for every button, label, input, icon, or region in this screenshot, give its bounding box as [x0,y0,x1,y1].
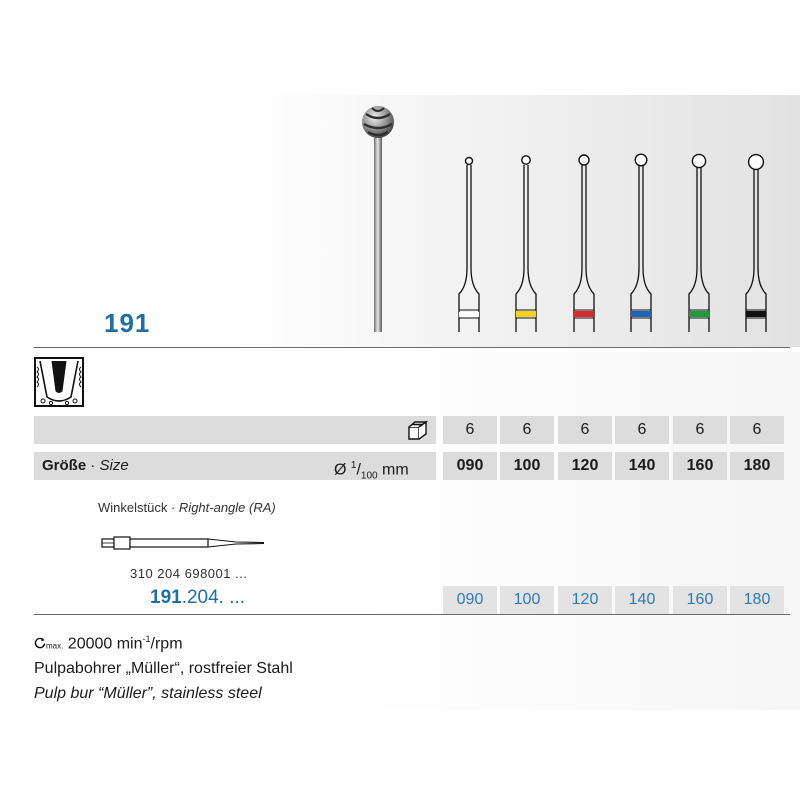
pack-quantity-cell: 6 [730,416,784,444]
shank-label-en: Right-angle (RA) [178,500,276,515]
shank-type-label [98,500,276,515]
size-cell: 140 [615,452,669,480]
order-size-cell: 120 [558,586,612,614]
pack-quantity-cell: 6 [615,416,669,444]
order-number-prefix [150,587,245,609]
pack-quantity-cell: 6 [558,416,612,444]
size-cell: 160 [673,452,727,480]
unit-mm: mm [377,461,409,479]
speed-exponent: -1 [142,634,151,644]
shank-label-de: Winkelstück [98,500,168,515]
size-cell: 120 [558,452,612,480]
speed-unit: /rpm [150,635,183,653]
size-label-de: Größe [42,457,87,474]
bottom-divider [34,614,790,615]
right-angle-shank-icon [100,533,270,557]
color-band-160 [689,311,709,317]
top-divider [34,347,790,348]
instrument-size-180-drawing [746,155,766,332]
color-band-140 [631,311,651,317]
order-size-cell: 090 [443,586,497,614]
unit-slash: / [356,461,361,479]
reference-code: 310 204 698001 ... [130,566,248,581]
instrument-size-160-drawing [689,154,709,332]
order-size-cell: 180 [730,586,784,614]
size-label-en: Size [99,457,129,474]
package-box-icon [406,419,430,441]
size-label-separator: · [86,457,100,474]
size-cell: 090 [443,452,497,480]
size-label [42,456,129,476]
speed-value: 20000 min [63,635,143,653]
color-band-180 [746,311,766,317]
order-size-cell: 140 [615,586,669,614]
order-prefix-rest: .204. ... [181,587,246,608]
instrument-size-120-drawing [574,155,594,332]
color-band-100 [516,311,536,317]
bur-photo [350,100,410,340]
max-speed [34,634,183,653]
unit-denominator: 100 [360,470,378,482]
order-size-cell: 100 [500,586,554,614]
size-unit [334,455,409,488]
instrument-size-140-drawing [631,154,651,332]
tooth-application-icon [34,357,84,407]
size-cell: 100 [500,452,554,480]
pack-quantity-bar [34,416,436,444]
description-en: Pulp bur “Müller”, stainless steel [34,685,262,702]
color-band-120 [574,311,594,317]
size-illustrations [440,150,790,340]
speed-max-label: max. [46,641,64,651]
rotation-speed-icon [34,637,46,649]
pack-quantity-cell: 6 [443,416,497,444]
color-band-090 [459,312,479,317]
diameter-symbol: Ø [334,461,351,479]
product-number: 191 [104,308,151,338]
order-size-cell: 160 [673,586,727,614]
pack-quantity-cell: 6 [673,416,727,444]
instrument-size-090-drawing [459,158,479,333]
shank-label-separator: · [167,500,179,515]
unit-numerator: 1 [350,460,357,471]
order-prefix-bold: 191 [150,587,182,608]
table-background [0,352,800,710]
description-de: Pulpabohrer „Müller“, rostfreier Stahl [34,660,293,677]
pack-quantity-cell: 6 [500,416,554,444]
instrument-size-100-drawing [516,156,536,332]
size-cell: 180 [730,452,784,480]
